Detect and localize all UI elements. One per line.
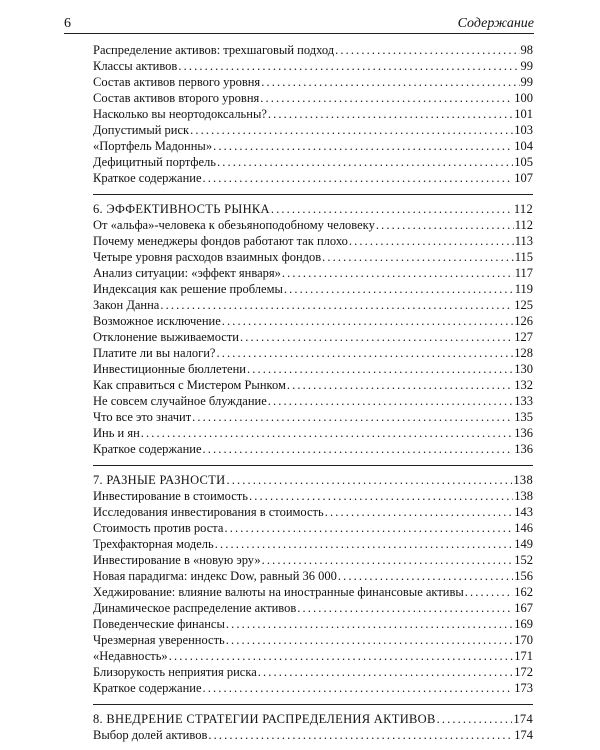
dot-leader — [178, 58, 519, 74]
toc-entry — [93, 361, 533, 377]
dot-leader — [141, 425, 513, 441]
toc-entry — [93, 409, 533, 425]
dot-leader — [338, 568, 513, 584]
toc-entry — [93, 58, 533, 74]
chapter-heading — [93, 472, 533, 488]
header-rule — [64, 33, 534, 34]
page-ref: 117 — [514, 266, 533, 280]
entry-title: Трехфакторная модель — [93, 537, 214, 551]
dot-leader — [262, 552, 514, 568]
dot-leader — [222, 313, 513, 329]
dot-leader — [226, 472, 512, 488]
entry-title: Инвестиционные бюллетени — [93, 362, 246, 376]
dot-leader — [213, 138, 513, 154]
dot-leader — [287, 377, 513, 393]
entry-title: Индексация как решение проблемы — [93, 282, 283, 296]
entry-title: Не совсем случайное блуждание — [93, 394, 267, 408]
toc-section — [93, 465, 533, 696]
page-ref: 104 — [514, 139, 533, 153]
entry-title: Инвестирование в «новую эру» — [93, 553, 261, 567]
dot-leader — [268, 106, 513, 122]
page-ref: 171 — [514, 649, 533, 663]
toc-entry — [93, 377, 533, 393]
page-ref: 126 — [514, 314, 533, 328]
toc-entry — [93, 281, 533, 297]
entry-title: Допустимый риск — [93, 123, 190, 137]
toc-entry — [93, 170, 533, 186]
toc-entry — [93, 727, 533, 743]
toc-entry — [93, 345, 533, 361]
page-ref: 101 — [514, 107, 533, 121]
dot-leader — [240, 329, 513, 345]
entry-title: Как справиться с Мистером Рынком — [93, 378, 286, 392]
chapter-heading — [93, 711, 533, 727]
entry-title: Закон Данна — [93, 298, 160, 312]
toc-entry — [93, 680, 533, 696]
dot-leader — [260, 90, 513, 106]
page-ref: 138 — [513, 473, 533, 487]
dot-leader — [335, 42, 519, 58]
page-number: 6 — [64, 16, 71, 31]
chapter-title: 8. ВНЕДРЕНИЕ СТРАТЕГИИ РАСПРЕДЕЛЕНИЯ АКТИВОВ — [93, 712, 436, 726]
dot-leader — [268, 393, 513, 409]
dot-leader — [297, 600, 513, 616]
toc-entry — [93, 536, 533, 552]
entry-title: «Портфель Мадонны» — [93, 139, 213, 153]
toc-entry — [93, 664, 533, 680]
page-ref: 105 — [514, 155, 533, 169]
dot-leader — [203, 441, 514, 457]
entry-title: Исследования инвестирования в стоимость — [93, 505, 324, 519]
dot-leader — [203, 170, 514, 186]
entry-title: Состав активов второго уровня — [93, 91, 260, 105]
toc-entry — [93, 122, 533, 138]
toc-entry — [93, 616, 533, 632]
toc-entry — [93, 329, 533, 345]
page-ref: 100 — [514, 91, 533, 105]
page-ref: 172 — [514, 665, 533, 679]
page-ref: 146 — [514, 521, 533, 535]
dot-leader — [160, 297, 513, 313]
toc-entry — [93, 297, 533, 313]
dot-leader — [208, 727, 513, 743]
page-ref: 99 — [520, 59, 533, 73]
dot-leader — [325, 504, 514, 520]
dot-leader — [261, 74, 519, 90]
dot-leader — [224, 520, 513, 536]
entry-title: Близорукость неприятия риска — [93, 665, 257, 679]
table-of-contents — [93, 42, 533, 743]
running-title: Содержание — [457, 16, 534, 31]
dot-leader — [322, 249, 514, 265]
entry-title: Классы активов — [93, 59, 178, 73]
entry-title: Выбор долей активов — [93, 728, 208, 742]
entry-title: Поведенческие финансы — [93, 617, 225, 631]
entry-title: Краткое содержание — [93, 681, 202, 695]
dot-leader — [203, 680, 514, 696]
toc-section — [93, 42, 533, 186]
toc-entry — [93, 265, 533, 281]
entry-title: Чрезмерная уверенность — [93, 633, 225, 647]
toc-entry — [93, 504, 533, 520]
toc-entry — [93, 249, 533, 265]
entry-title: Состав активов первого уровня — [93, 75, 261, 89]
entry-title: Динамическое распределение активов — [93, 601, 297, 615]
page-ref: 125 — [514, 298, 533, 312]
dot-leader — [192, 409, 513, 425]
dot-leader — [247, 361, 513, 377]
toc-entry — [93, 600, 533, 616]
dot-leader — [376, 217, 514, 233]
page-ref: 128 — [514, 346, 533, 360]
toc-entry — [93, 217, 533, 233]
page-ref: 170 — [514, 633, 533, 647]
toc-entry — [93, 233, 533, 249]
toc-entry — [93, 313, 533, 329]
chapter-title: 6. ЭФФЕКТИВНОСТЬ РЫНКА — [93, 202, 270, 216]
dot-leader — [169, 648, 514, 664]
toc-entry — [93, 154, 533, 170]
toc-section — [93, 704, 533, 743]
dot-leader — [249, 488, 513, 504]
page-ref: 132 — [514, 378, 533, 392]
chapter-title: 7. РАЗНЫЕ РАЗНОСТИ — [93, 473, 226, 487]
entry-title: Насколько вы неортодоксальны? — [93, 107, 267, 121]
page-ref: 133 — [514, 394, 533, 408]
dot-leader — [226, 632, 514, 648]
page-ref: 99 — [520, 75, 533, 89]
dot-leader — [217, 154, 513, 170]
toc-section — [93, 194, 533, 457]
entry-title: Платите ли вы налоги? — [93, 346, 216, 360]
page-ref: 112 — [514, 218, 533, 232]
page-ref: 138 — [514, 489, 533, 503]
dot-leader — [437, 711, 513, 727]
page-ref: 143 — [514, 505, 533, 519]
entry-title: Новая парадигма: индекс Dow, равный 36 000 — [93, 569, 337, 583]
toc-entry — [93, 425, 533, 441]
toc-entry — [93, 138, 533, 154]
entry-title: Четыре уровня расходов взаимных фондов — [93, 250, 322, 264]
toc-entry — [93, 584, 533, 600]
dot-leader — [284, 281, 514, 297]
page-ref: 127 — [514, 330, 533, 344]
toc-entry — [93, 393, 533, 409]
toc-entry — [93, 488, 533, 504]
entry-title: От «альфа»-человека к обезьяноподобному человеку — [93, 218, 375, 232]
page-ref: 107 — [514, 171, 533, 185]
page-ref: 115 — [514, 250, 533, 264]
dot-leader — [258, 664, 513, 680]
page-ref: 113 — [514, 234, 533, 248]
toc-entry — [93, 648, 533, 664]
entry-title: Отклонение выживаемости — [93, 330, 239, 344]
dot-leader — [215, 536, 514, 552]
entry-title: Распределение активов: трехшаговый подход — [93, 43, 335, 57]
toc-entry — [93, 520, 533, 536]
dot-leader — [271, 201, 513, 217]
dot-leader — [349, 233, 514, 249]
entry-title: Анализ ситуации: «эффект января» — [93, 266, 281, 280]
toc-entry — [93, 90, 533, 106]
entry-title: Инь и ян — [93, 426, 140, 440]
page-ref: 112 — [513, 202, 533, 216]
toc-entry — [93, 632, 533, 648]
page-ref: 173 — [514, 681, 533, 695]
page-ref: 152 — [514, 553, 533, 567]
page-ref: 135 — [514, 410, 533, 424]
entry-title: Инвестирование в стоимость — [93, 489, 248, 503]
page-ref: 136 — [514, 426, 533, 440]
entry-title: Что все это значит — [93, 410, 192, 424]
dot-leader — [465, 584, 513, 600]
page-ref: 119 — [514, 282, 533, 296]
toc-entry — [93, 74, 533, 90]
dot-leader — [190, 122, 513, 138]
page-header — [64, 8, 534, 32]
page-ref: 169 — [514, 617, 533, 631]
page-ref: 136 — [514, 442, 533, 456]
dot-leader — [216, 345, 513, 361]
entry-title: Стоимость против роста — [93, 521, 224, 535]
entry-title: «Недавность» — [93, 649, 168, 663]
page-ref: 103 — [514, 123, 533, 137]
toc-entry — [93, 552, 533, 568]
dot-leader — [226, 616, 513, 632]
entry-title: Хеджирование: влияние валюты на иностранные финансовые активы — [93, 585, 464, 599]
entry-title: Почему менеджеры фондов работают так плохо — [93, 234, 348, 248]
page-ref: 130 — [514, 362, 533, 376]
entry-title: Краткое содержание — [93, 442, 202, 456]
page-ref: 174 — [513, 712, 533, 726]
toc-entry — [93, 441, 533, 457]
page-ref: 167 — [514, 601, 533, 615]
entry-title: Дефицитный портфель — [93, 155, 216, 169]
page-ref: 174 — [514, 728, 533, 742]
entry-title: Краткое содержание — [93, 171, 202, 185]
toc-entry — [93, 106, 533, 122]
toc-entry — [93, 42, 533, 58]
toc-entry — [93, 568, 533, 584]
chapter-heading — [93, 201, 533, 217]
dot-leader — [282, 265, 514, 281]
page-ref: 156 — [514, 569, 533, 583]
page-ref: 162 — [514, 585, 533, 599]
page-ref: 149 — [514, 537, 533, 551]
entry-title: Возможное исключение — [93, 314, 221, 328]
page-ref: 98 — [520, 43, 533, 57]
